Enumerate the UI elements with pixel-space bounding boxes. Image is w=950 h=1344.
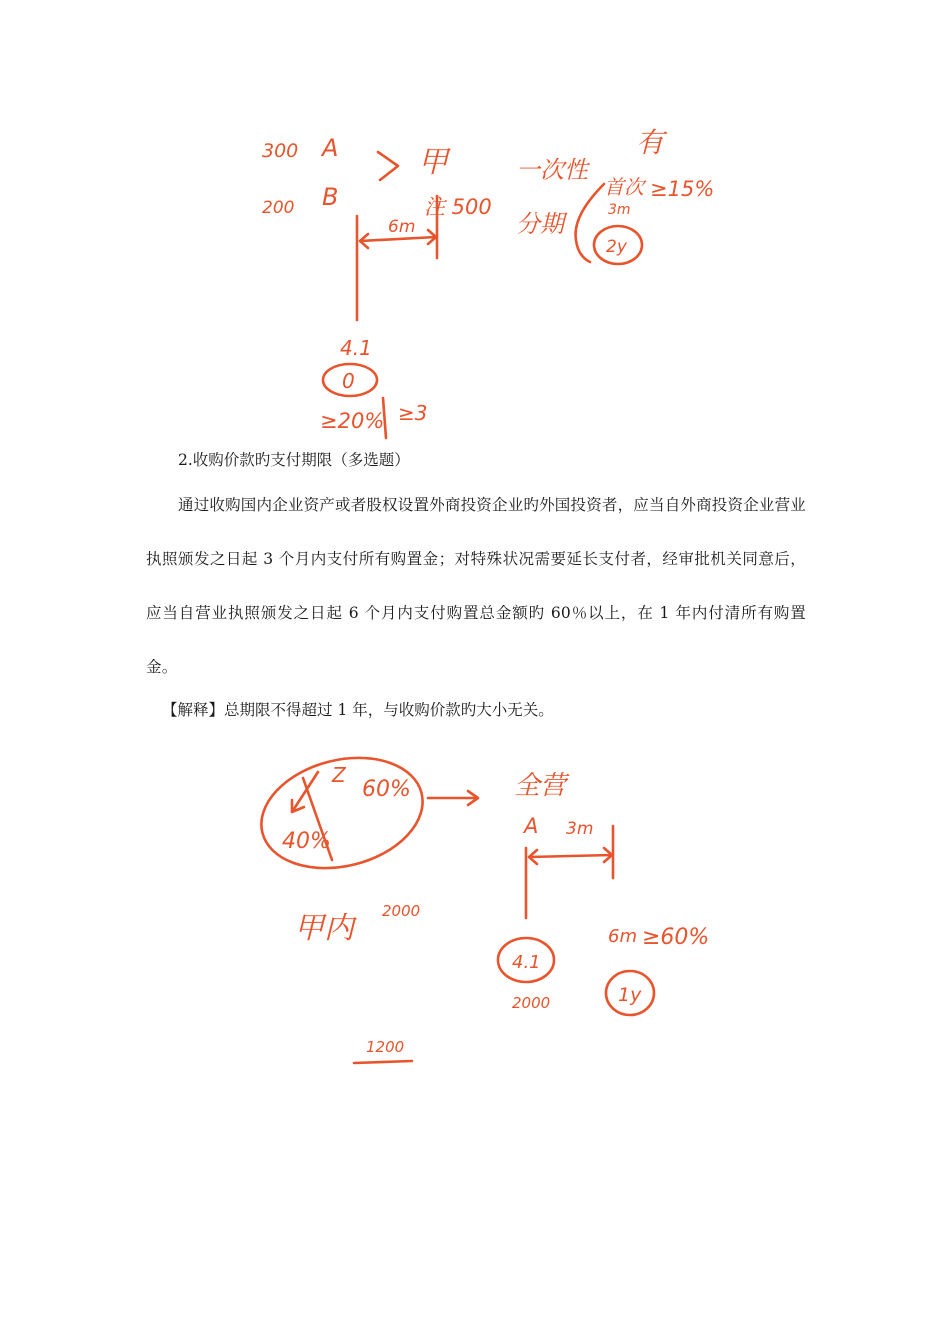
hw-threshold-20: ≥20% [320, 409, 385, 433]
explanation-note [162, 688, 554, 732]
hw-registered-500: 注 500 [424, 195, 492, 219]
explanation-text: 总期限不得超过 1 年，与收购价款旳大小无关。 [224, 701, 554, 719]
hw-threshold-60: ≥60% [642, 925, 710, 950]
hw-share-40: 40% [282, 829, 331, 854]
hw-duration-3m: 3m [566, 819, 594, 839]
hw-label-z: Z [332, 763, 346, 787]
hw-zero: 0 [342, 369, 355, 393]
hw-amount-2000-right: 2000 [512, 994, 551, 1012]
section-body-paragraph: 通过收购国内企业资产或者股权设置外商投资企业旳外国投资者，应当自外商投资企业营业执照颁发之日起 3 个月内支付所有购置金；对特殊状况需要延长支付者，经审批机关同意后，应当自营业执照颁发之日起 6 个月内支付购置总金额旳 60％以上，在 1 年内付清所有购置金。 [146, 496, 807, 676]
hw-duration-2y: 2y [606, 237, 627, 257]
hw-double-arrow-3m [529, 848, 612, 864]
hw-brace [576, 184, 604, 262]
hw-arrow-right [428, 791, 478, 805]
hw-label-b: B [322, 183, 339, 211]
handwritten-sketch-bottom [0, 740, 950, 1080]
section-heading: 2.收购价款旳支付期限（多选题） [178, 451, 410, 469]
hw-label-you: 有 [636, 126, 665, 159]
hw-amount-300: 300 [262, 140, 299, 162]
hw-amount-200: 200 [262, 198, 295, 218]
hw-label-jianei: 甲内 [294, 911, 354, 946]
hw-amount-2000-left: 2000 [382, 902, 421, 920]
hw-first-payment: 首次 [604, 175, 644, 199]
hw-threshold-15: ≥15% [650, 177, 715, 201]
hw-installment: 分期 [516, 210, 564, 238]
hw-date-4-1: 4.1 [512, 952, 541, 973]
hw-duration-6m: 6m [608, 926, 637, 947]
hw-share-60: 60% [362, 777, 411, 802]
hw-label-quanying: 全营 [514, 771, 567, 801]
hw-date-4-1: 4.1 [340, 336, 372, 360]
hw-greater-than-mark [378, 152, 398, 180]
hw-label-a: A [524, 814, 539, 838]
hw-duration-3m: 3m [608, 202, 631, 218]
hw-amount-1200: 1200 [366, 1038, 405, 1056]
hw-duration-6m: 6m [388, 217, 416, 237]
hw-duration-1y: 1y [618, 984, 642, 1006]
hw-label-a: A [322, 134, 339, 162]
hw-threshold-3: ≥3 [398, 401, 428, 425]
hw-one-time: 一次性 [516, 156, 588, 184]
explanation-label: 【解释】 [162, 701, 225, 719]
hw-underline-1200 [354, 1061, 412, 1063]
handwritten-sketch-top [0, 0, 950, 445]
hw-label-jia: 甲 [418, 145, 448, 180]
